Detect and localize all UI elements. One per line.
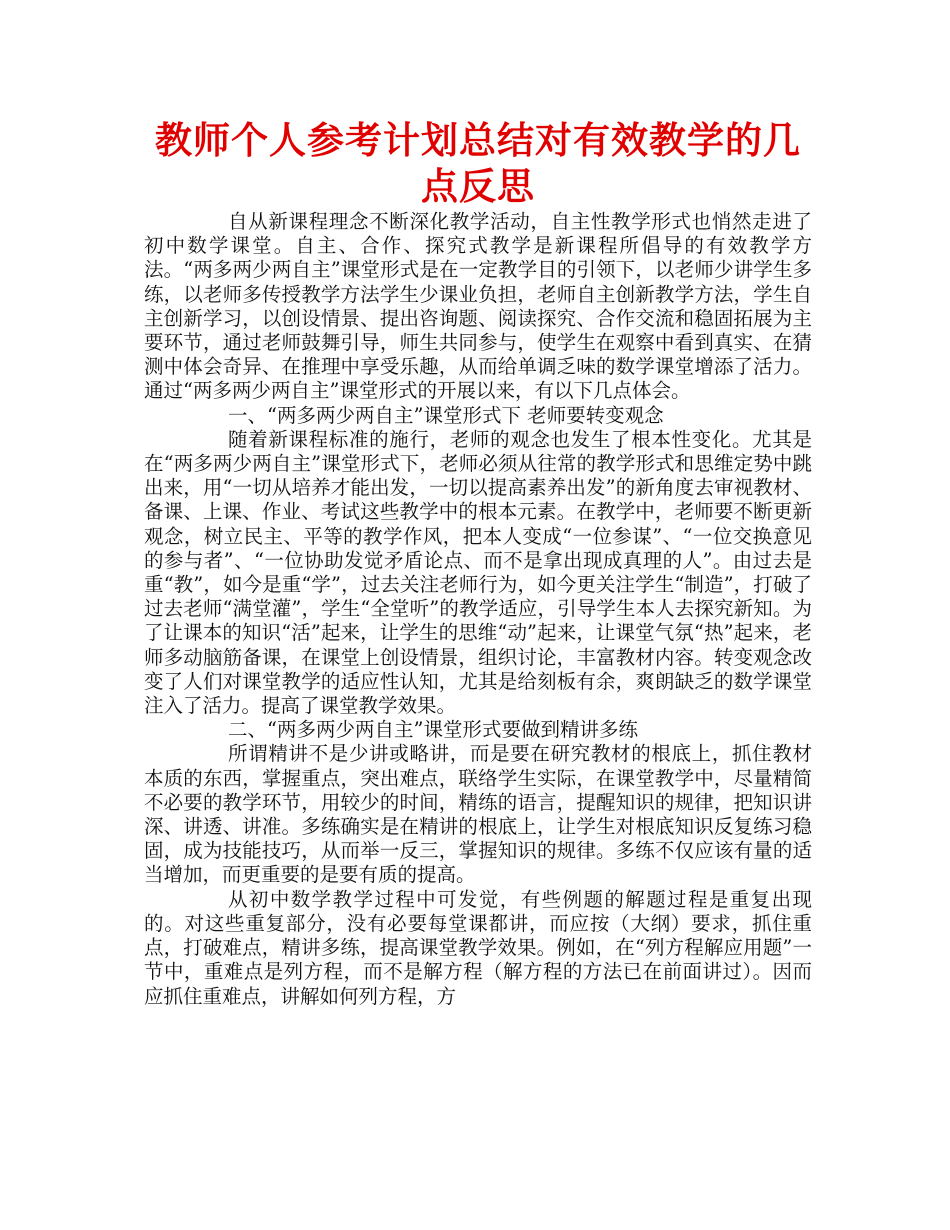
section-heading-1: 一、“两多两少两自主”课堂形式下 老师要转变观念	[228, 403, 664, 427]
paragraph-section-2a: 所谓精讲不是少讲或略讲，而是要在研究教材的根底上，抓住教材本质的东西，掌握重点，突出难点，联络学生实际，在课堂教学中，尽量精简不必要的教学环节，用较少的时间，精练的语言，提醒知识的规律，把知识讲深、讲透、讲准。多练确实是在精讲的根底上，让学生对根底知识反复练习稳固，成为技能技巧，从而举一反三，掌握知识的规律。多练不仅应该有量的适当增加，而更重要的是要有质的提高。	[144, 742, 812, 887]
paragraph-section-2b: 从初中数学教学过程中可发觉，有些例题的解题过程是重复出现的。对这些重复部分，没有必要每堂课都讲，而应按（大纲）要求，抓住重点，打破难点，精讲多练，提高课堂教学效果。例如，在“列方程解应用题”一节中，重难点是列方程，而不是解方程（解方程的方法已在前面讲过）。因而应抓住重难点，讲解如何列方程，方	[144, 887, 812, 1008]
document-page	[144, 118, 812, 1009]
paragraph-intro: 自从新课程理念不断深化教学活动，自主性教学形式也悄然走进了初中数学课堂。自主、合作、探究式教学是新课程所倡导的有效教学方法。“两多两少两自主”课堂形式是在一定教学目的引领下，以老师少讲学生多练，以老师多传授教学方法学生少课业负担，老师自主创新教学方法，学生自主创新学习，以创设情景、提出咨询题、阅读探究、合作交流和稳固拓展为主要环节，通过老师鼓舞引导，师生共同参与，使学生在观察中看到真实、在猜测中体会奇异、在推理中享受乐趣，从而给单调乏味的数学课堂增添了活力。通过“两多两少两自主”课堂形式的开展以来，有以下几点体会。	[144, 210, 812, 403]
section-heading-2: 二、“两多两少两自主”课堂形式要做到精讲多练	[228, 718, 638, 742]
paragraph-section-1: 随着新课程标准的施行，老师的观念也发生了根本性变化。尤其是在“两多两少两自主”课堂形式下，老师必须从往常的教学形式和思维定势中跳出来，用“一切从培养才能出发，一切以提高素养出发”的新角度去审视教材、备课、上课、作业、考试这些教学中的根本元素。在教学中，老师要不断更新观念，树立民主、平等的教学作风，把本人变成“一位参谋”、“一位交换意见的参与者”、“一位协助发觉矛盾论点、而不是拿出现成真理的人”。由过去是重“教”，如今是重“学”，过去关注老师行为，如今更关注学生“制造”，打破了过去老师“满堂灌”，学生“全堂听”的教学适应，引导学生本人去探究新知。为了让课本的知识“活”起来，让学生的思维“动”起来，让课堂气氛“热”起来，老师多动脑筋备课，在课堂上创设情景，组织讨论，丰富教材内容。转变观念改变了人们对课堂教学的适应性认知，尤其是给刻板有余，爽朗缺乏的数学课堂注入了活力。提高了课堂教学效果。	[144, 427, 812, 718]
document-body	[144, 210, 812, 1009]
document-title: 教师个人参考计划总结对有效教学的几点反思	[155, 119, 801, 208]
